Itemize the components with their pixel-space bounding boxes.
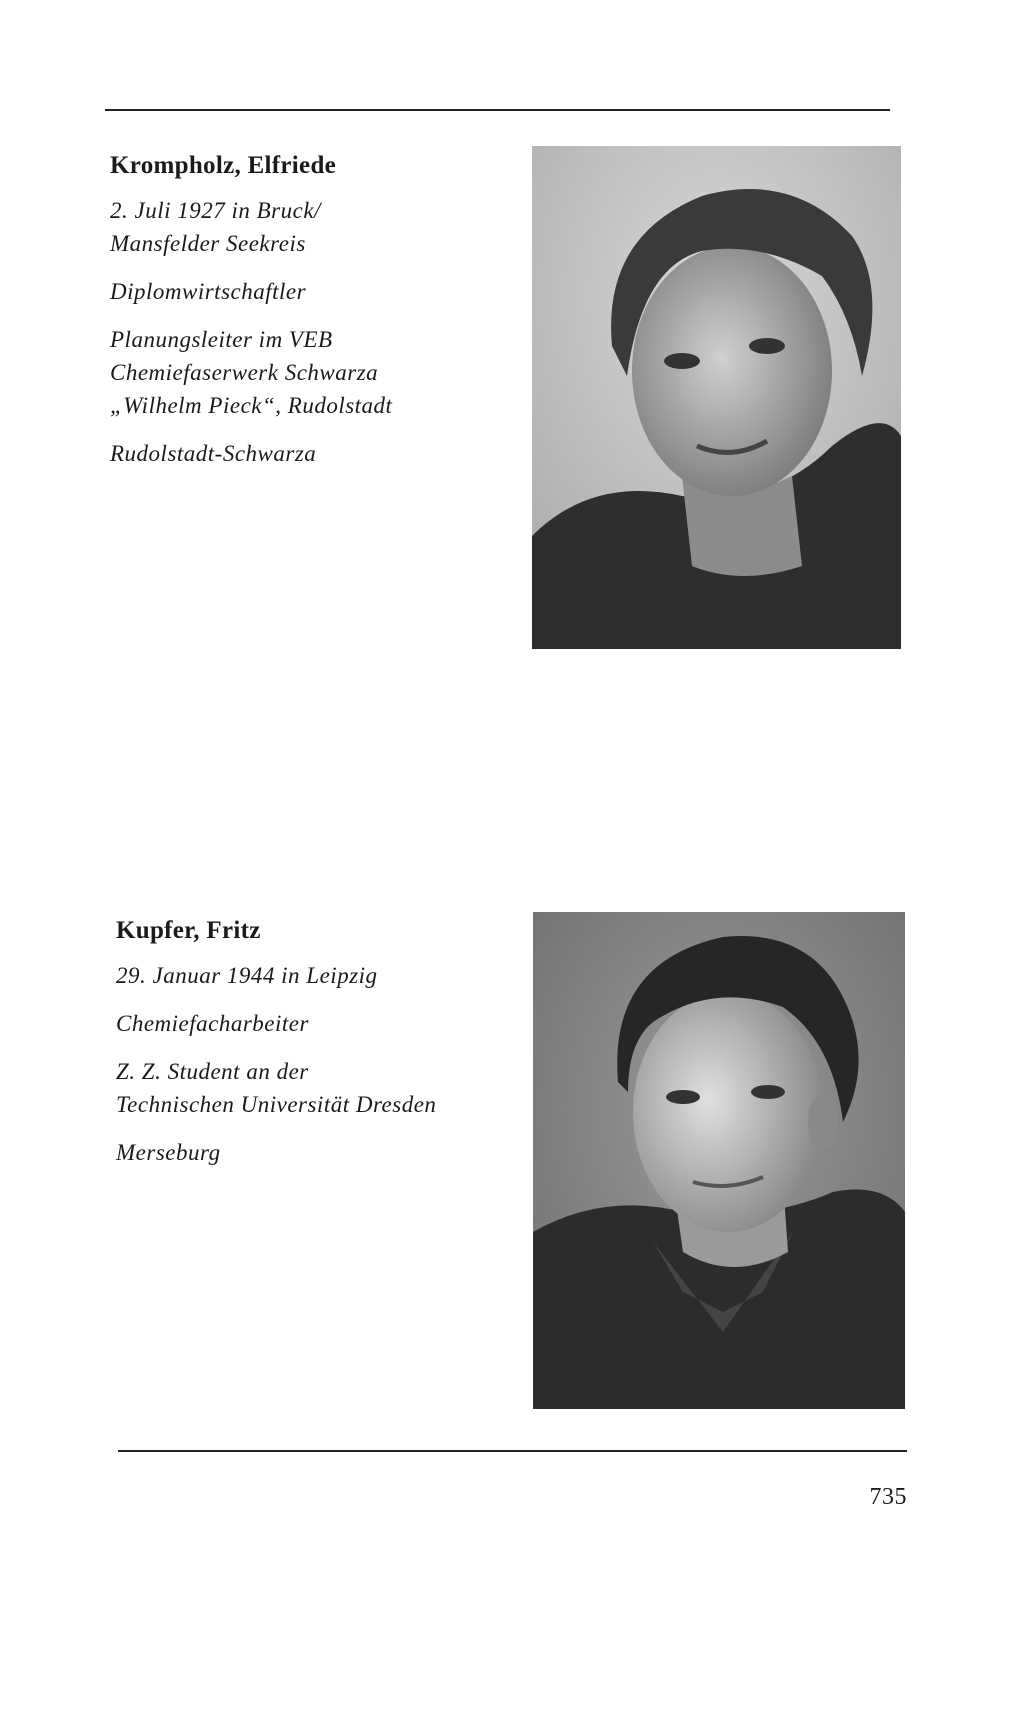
entry-position-line: Planungsleiter im VEB bbox=[110, 327, 333, 352]
entry-position-line: „Wilhelm Pieck“, Rudolstadt bbox=[110, 393, 393, 418]
entry-birth-line: 29. Januar 1944 in Leipzig bbox=[116, 963, 378, 988]
entry-position bbox=[110, 323, 510, 422]
entry-profession bbox=[110, 275, 510, 308]
entry-position bbox=[116, 1055, 536, 1121]
portrait-image bbox=[533, 912, 905, 1409]
portrait-image bbox=[532, 146, 901, 649]
entry-name: Kupfer, Fritz bbox=[116, 917, 261, 944]
page-number: 735 bbox=[869, 1484, 907, 1510]
entry-birth-line: 2. Juli 1927 in Bruck/ bbox=[110, 198, 321, 223]
entry-name: Krompholz, Elfriede bbox=[110, 152, 337, 179]
entry-profession-line: Chemiefacharbeiter bbox=[116, 1011, 309, 1036]
entry-position-line: Technischen Universität Dresden bbox=[116, 1092, 437, 1117]
entry-residence-line: Rudolstadt-Schwarza bbox=[110, 441, 317, 466]
top-rule bbox=[105, 109, 890, 111]
entry-birth bbox=[116, 959, 536, 992]
entry-kupfer bbox=[116, 915, 536, 1184]
entry-birth-line: Mansfelder Seekreis bbox=[110, 231, 306, 256]
portrait-photo-kupfer bbox=[533, 912, 905, 1409]
entry-position-line: Chemiefaserwerk Schwarza bbox=[110, 360, 379, 385]
entry-profession-line: Diplomwirtschaftler bbox=[110, 279, 307, 304]
entry-residence-line: Merseburg bbox=[116, 1140, 221, 1165]
portrait-photo-krompholz bbox=[532, 146, 901, 649]
entry-krompholz bbox=[110, 150, 510, 485]
entry-residence bbox=[116, 1136, 536, 1169]
entry-residence bbox=[110, 437, 510, 470]
bottom-rule bbox=[118, 1450, 907, 1452]
entry-profession bbox=[116, 1007, 536, 1040]
entry-position-line: Z. Z. Student an der bbox=[116, 1059, 309, 1084]
entry-birth bbox=[110, 194, 510, 260]
